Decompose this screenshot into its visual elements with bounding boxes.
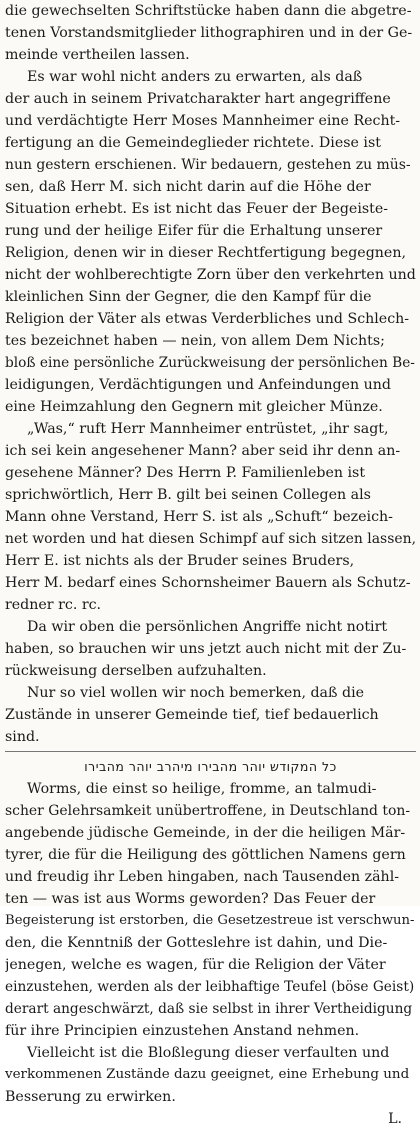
text-line: ich sei kein angesehener Mann? aber seid ihr denn an- bbox=[5, 443, 401, 459]
text-line: scher Gelehrsamkeit unübertroffene, in Deutschland ton- bbox=[5, 803, 411, 819]
author-signature: L. bbox=[388, 1111, 402, 1127]
text-line: Zustände in unserer Gemeinde tief, tief bedauerlich bbox=[5, 707, 379, 723]
text-line: haben, so brauchen wir uns jetzt auch nicht mit der Zu- bbox=[5, 641, 407, 657]
text-line: sen, daß Herr M. sich nicht darin auf die Höhe der bbox=[5, 179, 371, 195]
text-line: Mann ohne Verstand, Herr S. ist als „Schuft“ bezeich- bbox=[5, 509, 393, 525]
text-line: eine Heimzahlung den Gegnern mit gleicher Münze. bbox=[5, 399, 383, 415]
hebrew-motto: כל המקודש יוהר מהבירו מיהרב יוהר מהבירו bbox=[84, 759, 337, 774]
text-line: Herr E. ist nichts als der Bruder seines Bruders, bbox=[5, 553, 355, 569]
text-line: nun gestern erschienen. Wir bedauern, gestehen zu müs- bbox=[5, 157, 411, 173]
text-line: bloß eine persönliche Zurückweisung der persönlichen Be- bbox=[5, 355, 415, 371]
text-line: meinde vertheilen lassen. bbox=[5, 47, 190, 63]
text-line: Religion der Väter als etwas Verderbliches und Schlech- bbox=[5, 311, 410, 327]
text-line: sprichwörtlich, Herr B. gilt bei seinen Collegen als bbox=[5, 487, 371, 503]
text-line: net worden und hat diesen Schimpf auf sich sitzen lassen, bbox=[5, 531, 416, 547]
text-line: fertigung an die Gemeindeglieder richtete. Diese ist bbox=[5, 135, 381, 151]
text-line: derart angeschwärzt, daß sie selbst in ihrer Vertheidigung bbox=[5, 1001, 413, 1017]
text-line: einzustehen, werden als der leibhaftige Teufel (böse Geist) bbox=[5, 979, 415, 995]
text-line: Begeisterung ist erstorben, die Gesetzestreue ist verschwun- bbox=[5, 913, 415, 928]
text-line: nicht der wohlberechtigte Zorn über den verkehrten und bbox=[5, 267, 416, 283]
text-line: und freudig ihr Leben hingaben, nach Tausenden zähl- bbox=[5, 869, 400, 885]
text-line: leidigungen, Verdächtigungen und Anfeindungen und bbox=[5, 377, 391, 393]
paragraph-start: Es war wohl nicht anders zu erwarten, als daß bbox=[27, 69, 363, 85]
text-line: Besserung zu erwirken. bbox=[5, 1089, 176, 1105]
text-line: Religion, denen wir in dieser Rechtfertigung begegnen, bbox=[5, 245, 406, 261]
text-line: tyrer, die für die Heiligung des göttlichen Namens gern bbox=[5, 847, 406, 863]
text-line: die gewechselten Schriftstücke haben dann die abgetre- bbox=[5, 3, 412, 19]
text-line: tes bezeichnet haben — nein, von allem Dem Nichts; bbox=[5, 333, 385, 349]
text-line: kleinlichen Sinn der Gegner, die den Kampf für die bbox=[5, 289, 372, 305]
section-divider bbox=[5, 751, 416, 752]
text-line: und verdächtigte Herr Moses Mannheimer eine Recht- bbox=[5, 113, 401, 129]
paragraph-start: Vielleicht ist die Bloßlegung dieser verfaulten und bbox=[27, 1045, 390, 1061]
text-line: gesehene Männer? Des Herrn P. Familienleben ist bbox=[5, 465, 366, 481]
paragraph-start: „Was,“ ruft Herr Mannheimer entrüstet, „ihr sagt, bbox=[27, 421, 389, 437]
text-line: sind. bbox=[5, 729, 40, 745]
paragraph-start: Da wir oben die persönlichen Angriffe nicht notirt bbox=[27, 619, 388, 635]
article-text bbox=[5, 0, 416, 1130]
text-line: tenen Vorstandsmitglieder lithographiren und in der Ge- bbox=[5, 25, 413, 41]
text-line: Situation erhebt. Es ist nicht das Feuer der Begeiste- bbox=[5, 201, 389, 217]
paragraph-start: Nur so viel wollen wir noch bemerken, daß die bbox=[27, 685, 365, 701]
text-line: für ihre Principien einzustehen Anstand nehmen. bbox=[5, 1023, 360, 1039]
text-line: jenegen, welche es wagen, für die Religion der Väter bbox=[5, 957, 386, 973]
text-line: verkommenen Zustände dazu geeignet, eine Erhebung und bbox=[5, 1067, 410, 1082]
text-line: ten — was ist aus Worms geworden? Das Feuer der bbox=[5, 891, 376, 907]
text-line: redner rc. rc. bbox=[5, 597, 102, 613]
text-line: rückweisung derselben aufzuhalten. bbox=[5, 663, 267, 679]
text-line: der auch in seinem Privatcharakter hart angegriffene bbox=[5, 91, 391, 107]
text-line: den, die Kenntniß der Gotteslehre ist dahin, und Die- bbox=[5, 935, 388, 951]
text-line: Herr M. bedarf eines Schornsheimer Bauern als Schutz- bbox=[5, 575, 411, 591]
paragraph-start: Worms, die einst so heilige, fromme, an talmudi- bbox=[27, 781, 377, 797]
text-line: angebende jüdische Gemeinde, in der die heiligen Mär- bbox=[5, 825, 406, 841]
text-line: rung und der heilige Eifer für die Erhaltung unserer bbox=[5, 223, 383, 239]
